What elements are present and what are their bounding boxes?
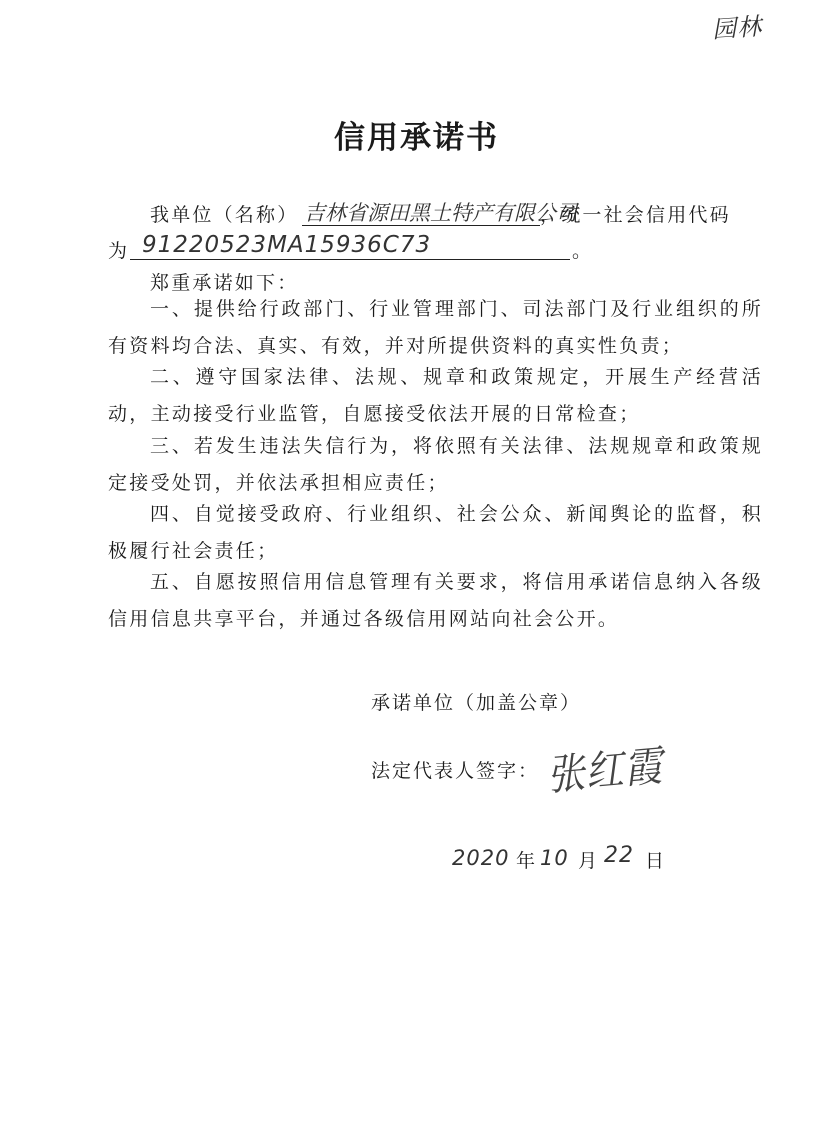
date-year: 2020 [452,846,510,870]
pledge-3: 三、若发生违法失信行为，将依照有关法律、法规规章和政策规定接受处罚，并依法承担相应责任； [108,435,763,494]
date-year-char: 年 [516,850,536,872]
stamp-label: 承诺单位（加盖公章） [371,692,582,714]
company-name-handwritten: 吉林省源田黑土特产有限公司 [304,201,577,225]
company-name-underline [302,225,540,226]
pledge-2: 二、遵守国家法律、法规、规章和政策规定，开展生产经营活动，主动接受行业监管，自愿接受依法开展的日常检查； [108,366,763,425]
pledge-heading: 郑重承诺如下： [150,272,299,294]
date-month-char: 月 [578,850,598,872]
credit-code-underline [130,259,570,260]
pledge-4: 四、自觉接受政府、行业组织、社会公众、新闻舆论的监督，积极履行社会责任； [108,503,763,562]
credit-code-handwritten: 91220523MA15936C73 [142,232,432,258]
intro-lead: 我单位（名称） [150,204,299,226]
signature-label: 法定代表人签字： [371,760,540,782]
intro-after-name: ，统一社会信用代码 [540,204,731,226]
date-day: 22 [604,843,634,868]
pledge-5: 五、自愿按照信用信息管理有关要求，将信用承诺信息纳入各级信用信息共享平台，并通过各级信用网站向社会公开。 [108,571,763,630]
code-end: 。 [572,240,594,262]
pledge-1: 一、提供给行政部门、行业管理部门、司法部门及行业组织的所有资料均合法、真实、有效，并对所提供资料的真实性负责； [108,298,763,357]
code-prefix: 为 [108,240,130,262]
date-month: 10 [540,846,569,870]
date-day-char: 日 [645,850,665,872]
corner-handwritten-note: 园林 [711,12,764,44]
document-title: 信用承诺书 [334,120,499,156]
handwritten-signature: 张红霞 [544,741,665,800]
